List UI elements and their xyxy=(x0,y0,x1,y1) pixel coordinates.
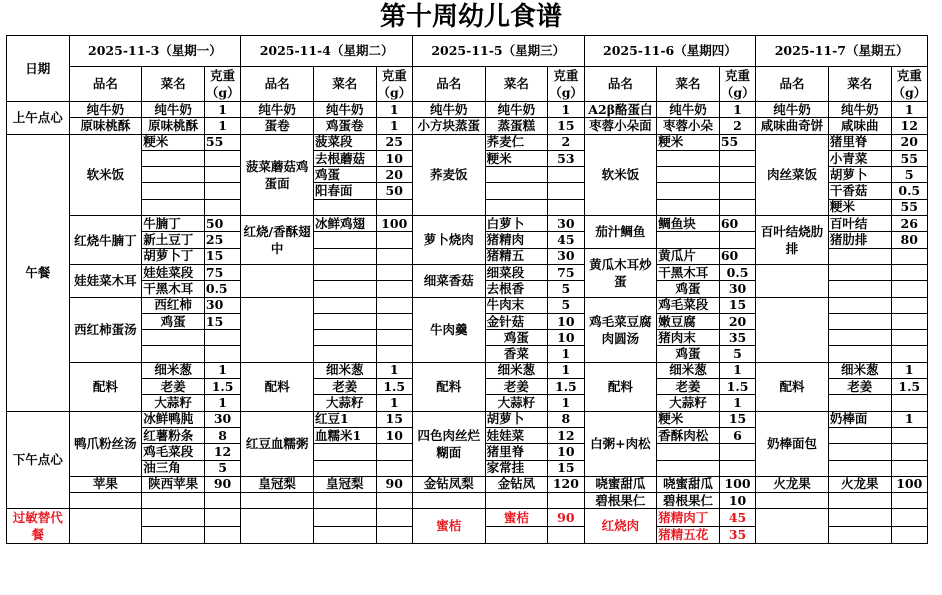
item: 碧根果仁 xyxy=(584,493,657,509)
item: 娃娃菜木耳 xyxy=(69,264,142,297)
weight: 80 xyxy=(891,232,928,248)
weight: 100 xyxy=(891,476,928,492)
item: 奶棒面包 xyxy=(756,411,829,476)
col-dish: 菜名 xyxy=(142,67,205,102)
weight: 5 xyxy=(204,460,240,476)
weight: 0.5 xyxy=(719,264,755,280)
weight: 1 xyxy=(204,118,240,134)
weight: 15 xyxy=(548,460,584,476)
dish: 陕西苹果 xyxy=(142,476,205,492)
weight: 5 xyxy=(548,281,584,297)
item: 红烧牛腩丁 xyxy=(69,216,142,265)
day-2: 2025-11-4（星期二） xyxy=(241,36,413,67)
weight: 1.5 xyxy=(204,379,240,395)
weight: 25 xyxy=(204,232,240,248)
item: 软米饭 xyxy=(584,134,657,215)
table-row xyxy=(7,102,928,118)
weight: 12 xyxy=(891,118,928,134)
dish: 大蒜籽 xyxy=(485,395,548,411)
col-weight: 克重（g） xyxy=(549,68,583,100)
item: 枣蓉小朵面 xyxy=(584,118,657,134)
col-weight: 克重（g） xyxy=(377,68,412,100)
item: 鸡毛菜豆腐肉圆汤 xyxy=(584,297,657,362)
dish: 老姜 xyxy=(485,379,548,395)
item: 白粥+肉松 xyxy=(584,411,657,476)
day-5: 2025-11-7（星期五） xyxy=(756,36,928,67)
menu-table xyxy=(6,35,928,544)
item: 配料 xyxy=(584,362,657,411)
dish: 粳米 xyxy=(657,411,720,427)
table-row xyxy=(7,297,928,313)
item: 软米饭 xyxy=(69,134,142,215)
col-item: 品名 xyxy=(69,67,142,102)
item: 荞麦饭 xyxy=(412,134,485,215)
weight: 10 xyxy=(376,427,412,443)
weight: 15 xyxy=(376,411,412,427)
dish: 纯牛奶 xyxy=(657,102,720,118)
weight: 120 xyxy=(548,476,584,492)
dish: 蒸蛋糕 xyxy=(485,118,548,134)
weight: 8 xyxy=(204,427,240,443)
dish: 油三角 xyxy=(142,460,205,476)
col-item: 品名 xyxy=(412,67,485,102)
item: 红豆血糯粥 xyxy=(241,411,314,476)
weight: 8 xyxy=(548,411,584,427)
weight: 55 xyxy=(891,150,928,166)
weight: 100 xyxy=(719,476,755,492)
weight: 1 xyxy=(376,362,412,378)
dish: 猪精五 xyxy=(485,248,548,264)
item-empty xyxy=(756,297,829,362)
item: 百叶结烧肋排 xyxy=(756,216,829,265)
weight: 1 xyxy=(548,395,584,411)
item: 红烧/香酥翅中 xyxy=(241,216,314,265)
weight: 35 xyxy=(719,330,755,346)
meal-lunch: 午餐 xyxy=(7,134,70,411)
dish: 猪精肉丁 xyxy=(657,509,720,527)
dish: 娃娃菜 xyxy=(485,427,548,443)
dish: 碧根果仁 xyxy=(657,493,720,509)
item: 蛋卷 xyxy=(241,118,314,134)
dish: 大蒜籽 xyxy=(142,395,205,411)
dish: 胡萝卜丁 xyxy=(142,248,205,264)
dish: 去根蘑菇 xyxy=(313,150,376,166)
dish: 香菜 xyxy=(485,346,548,362)
dish: 细米葱 xyxy=(485,362,548,378)
item: 西红柿蛋汤 xyxy=(69,297,142,362)
item: 四色肉丝烂糊面 xyxy=(412,411,485,476)
weight: 12 xyxy=(548,427,584,443)
day-1: 2025-11-3（星期一） xyxy=(69,36,241,67)
col-item: 品名 xyxy=(241,67,314,102)
item: 茄汁鲷鱼 xyxy=(584,216,657,249)
dish: 枣蓉小朵 xyxy=(657,118,720,134)
weight: 2 xyxy=(548,134,584,150)
dish: 细菜段 xyxy=(485,264,548,280)
item: 金钻凤梨 xyxy=(412,476,485,492)
table-row xyxy=(7,134,928,150)
dish: 娃娃菜段 xyxy=(142,264,205,280)
weight: 5 xyxy=(719,346,755,362)
weight: 90 xyxy=(204,476,240,492)
dish: 去根香 xyxy=(485,281,548,297)
weight: 1 xyxy=(891,411,928,427)
weight: 75 xyxy=(548,264,584,280)
dish: 小青菜 xyxy=(828,150,891,166)
weight: 90 xyxy=(376,476,412,492)
page-title: 第十周幼儿食谱 xyxy=(379,2,562,32)
weight: 55 xyxy=(204,134,240,150)
weight: 1 xyxy=(719,362,755,378)
item-empty xyxy=(241,297,314,362)
dish: 纯牛奶 xyxy=(828,102,891,118)
dish: 菠菜段 xyxy=(313,134,376,150)
date-label: 日期 xyxy=(7,36,70,102)
weight: 1 xyxy=(376,102,412,118)
dish: 鸡蛋 xyxy=(657,346,720,362)
dish: 干香菇 xyxy=(828,183,891,199)
dish: 胡萝卜 xyxy=(485,411,548,427)
col-dish: 菜名 xyxy=(485,67,548,102)
dish: 皇冠梨 xyxy=(313,476,376,492)
item: 火龙果 xyxy=(756,476,829,492)
weight: 6 xyxy=(719,427,755,443)
weight: 1.5 xyxy=(548,379,584,395)
item: 咸味曲奇饼 xyxy=(756,118,829,134)
item: 配料 xyxy=(756,362,829,411)
dish: 荞麦仁 xyxy=(485,134,548,150)
dish: 细米葱 xyxy=(142,362,205,378)
item-empty xyxy=(241,264,314,297)
dish: 咸味曲 xyxy=(828,118,891,134)
dish: 嫩豆腐 xyxy=(657,313,720,329)
dish: 红豆1 xyxy=(313,411,376,427)
dish: 纯牛奶 xyxy=(313,102,376,118)
weight: 45 xyxy=(719,509,755,527)
weight: 30 xyxy=(548,216,584,232)
day-4: 2025-11-6（星期四） xyxy=(584,36,756,67)
weight: 1 xyxy=(204,395,240,411)
item: 蜜桔 xyxy=(412,509,485,544)
weight: 1 xyxy=(891,102,928,118)
dish: 鸡蛋 xyxy=(657,281,720,297)
weight: 15 xyxy=(548,118,584,134)
table-row xyxy=(7,264,928,280)
header-columns-row xyxy=(7,67,928,102)
item: 纯牛奶 xyxy=(756,102,829,118)
dish: 干黑木耳 xyxy=(657,264,720,280)
col-item: 品名 xyxy=(756,67,829,102)
dish: 鸡蛋 xyxy=(313,167,376,183)
dish: 红薯粉条 xyxy=(142,427,205,443)
weight: 1 xyxy=(204,102,240,118)
item: 红烧肉 xyxy=(584,509,657,544)
dish: 牛肉末 xyxy=(485,297,548,313)
dish: 大蒜籽 xyxy=(313,395,376,411)
item: 配料 xyxy=(241,362,314,411)
dish: 牛腩丁 xyxy=(142,216,205,232)
item: A2β酪蛋白 xyxy=(584,102,657,118)
dish: 冰鲜鸭肫 xyxy=(142,411,205,427)
dish: 细米葱 xyxy=(313,362,376,378)
table-row xyxy=(7,509,928,527)
weight: 60 xyxy=(719,248,755,264)
dish: 细米葱 xyxy=(828,362,891,378)
item: 配料 xyxy=(412,362,485,411)
dish: 白萝卜 xyxy=(485,216,548,232)
dish: 老姜 xyxy=(313,379,376,395)
dish: 纯牛奶 xyxy=(485,102,548,118)
item: 肉丝菜饭 xyxy=(756,134,829,215)
item: 哓蜜甜瓜 xyxy=(584,476,657,492)
item: 鸭爪粉丝汤 xyxy=(69,411,142,476)
dish: 火龙果 xyxy=(828,476,891,492)
dish: 粳米 xyxy=(485,150,548,166)
dish: 鸡毛菜段 xyxy=(142,444,205,460)
dish: 鸡蛋卷 xyxy=(313,118,376,134)
dish: 哓蜜甜瓜 xyxy=(657,476,720,492)
weight: 1 xyxy=(376,118,412,134)
col-dish: 菜名 xyxy=(828,67,891,102)
weight: 60 xyxy=(719,216,755,232)
dish: 粳米 xyxy=(657,134,720,150)
weight: 5 xyxy=(891,167,928,183)
dish: 大蒜籽 xyxy=(657,395,720,411)
weight: 1 xyxy=(204,362,240,378)
weight: 30 xyxy=(204,297,240,313)
weight: 5 xyxy=(548,297,584,313)
weight: 1 xyxy=(548,102,584,118)
dish: 原味桃酥 xyxy=(142,118,205,134)
weight: 2 xyxy=(719,118,755,134)
dish: 细米葱 xyxy=(657,362,720,378)
dish: 百叶结 xyxy=(828,216,891,232)
dish: 猪里脊 xyxy=(485,444,548,460)
weight: 30 xyxy=(548,248,584,264)
weight: 10 xyxy=(719,493,755,509)
weight: 15 xyxy=(719,297,755,313)
col-item: 品名 xyxy=(584,67,657,102)
item: 配料 xyxy=(69,362,142,411)
dish: 鸡蛋 xyxy=(142,313,205,329)
item: 牛肉羹 xyxy=(412,297,485,362)
dish: 猪肉末 xyxy=(657,330,720,346)
dish: 金针菇 xyxy=(485,313,548,329)
weight: 10 xyxy=(548,313,584,329)
dish: 鸡毛菜段 xyxy=(657,297,720,313)
dish: 粳米 xyxy=(828,199,891,215)
col-dish: 菜名 xyxy=(657,67,720,102)
weight: 20 xyxy=(891,134,928,150)
dish: 蜜桔 xyxy=(485,509,548,527)
dish: 香酥肉松 xyxy=(657,427,720,443)
item: 黄瓜木耳炒蛋 xyxy=(584,248,657,297)
weight: 1.5 xyxy=(376,379,412,395)
weight: 25 xyxy=(376,134,412,150)
dish: 鸡蛋 xyxy=(485,330,548,346)
dish: 老姜 xyxy=(657,379,720,395)
table-row xyxy=(7,493,928,509)
weight: 1 xyxy=(548,362,584,378)
weight: 15 xyxy=(719,411,755,427)
weight: 20 xyxy=(719,313,755,329)
weight: 0.5 xyxy=(204,281,240,297)
meal-allergy: 过敏替代餐 xyxy=(7,509,70,544)
weight: 45 xyxy=(548,232,584,248)
weight: 10 xyxy=(548,330,584,346)
weight: 1 xyxy=(719,102,755,118)
dish: 新土豆丁 xyxy=(142,232,205,248)
item: 皇冠梨 xyxy=(241,476,314,492)
weight: 75 xyxy=(204,264,240,280)
weight: 55 xyxy=(891,199,928,215)
dish: 干黑木耳 xyxy=(142,281,205,297)
weight: 1.5 xyxy=(891,379,928,395)
dish: 奶棒面 xyxy=(828,411,891,427)
meal-afternoon: 下午点心 xyxy=(7,411,70,509)
table-row xyxy=(7,476,928,492)
weight: 1 xyxy=(891,362,928,378)
dish: 猪精五花 xyxy=(657,526,720,544)
table-row xyxy=(7,411,928,427)
dish: 纯牛奶 xyxy=(142,102,205,118)
weight: 15 xyxy=(204,313,240,329)
dish: 冰鲜鸡翅 xyxy=(313,216,376,232)
weight: 30 xyxy=(719,281,755,297)
weight: 53 xyxy=(548,150,584,166)
weight: 30 xyxy=(204,411,240,427)
weight: 10 xyxy=(376,150,412,166)
weight: 35 xyxy=(719,526,755,544)
dish: 猪里脊 xyxy=(828,134,891,150)
table-row xyxy=(7,362,928,378)
dish: 鲷鱼块 xyxy=(657,216,720,232)
item: 细菜香菇 xyxy=(412,264,485,297)
item: 纯牛奶 xyxy=(241,102,314,118)
weight: 1.5 xyxy=(719,379,755,395)
weight: 1 xyxy=(719,395,755,411)
item: 纯牛奶 xyxy=(412,102,485,118)
weight: 55 xyxy=(719,134,755,150)
col-weight: 克重（g） xyxy=(205,68,240,100)
weight: 100 xyxy=(376,216,412,232)
weight: 50 xyxy=(204,216,240,232)
weight: 0.5 xyxy=(891,183,928,199)
day-3: 2025-11-5（星期三） xyxy=(412,36,584,67)
item: 纯牛奶 xyxy=(69,102,142,118)
weight: 15 xyxy=(204,248,240,264)
weight: 26 xyxy=(891,216,928,232)
item-empty xyxy=(756,264,829,297)
weight: 1 xyxy=(548,346,584,362)
dish: 家常挂 xyxy=(485,460,548,476)
item: 小方块蒸蛋 xyxy=(412,118,485,134)
item: 萝卜烧肉 xyxy=(412,216,485,265)
col-dish: 菜名 xyxy=(313,67,376,102)
weight: 10 xyxy=(548,444,584,460)
weight: 12 xyxy=(204,444,240,460)
dish: 血糯米1 xyxy=(313,427,376,443)
header-dates-row xyxy=(7,36,928,67)
col-weight: 克重（g） xyxy=(892,68,927,100)
weight: 90 xyxy=(548,509,584,527)
item: 原味桃酥 xyxy=(69,118,142,134)
dish: 猪肋排 xyxy=(828,232,891,248)
dish: 黄瓜片 xyxy=(657,248,720,264)
table-row xyxy=(7,216,928,232)
table-row xyxy=(7,118,928,134)
dish: 猪精肉 xyxy=(485,232,548,248)
dish: 西红柿 xyxy=(142,297,205,313)
col-weight: 克重（g） xyxy=(720,68,755,100)
item: 菠菜蘑菇鸡蛋面 xyxy=(241,134,314,215)
dish: 老姜 xyxy=(828,379,891,395)
dish: 胡萝卜 xyxy=(828,167,891,183)
dish: 粳米 xyxy=(142,134,205,150)
weight: 50 xyxy=(376,183,412,199)
dish: 老姜 xyxy=(142,379,205,395)
dish: 阳春面 xyxy=(313,183,376,199)
weight: 20 xyxy=(376,167,412,183)
meal-morning: 上午点心 xyxy=(7,102,70,135)
item: 苹果 xyxy=(69,476,142,492)
weight: 1 xyxy=(376,395,412,411)
dish: 金钻凤 xyxy=(485,476,548,492)
